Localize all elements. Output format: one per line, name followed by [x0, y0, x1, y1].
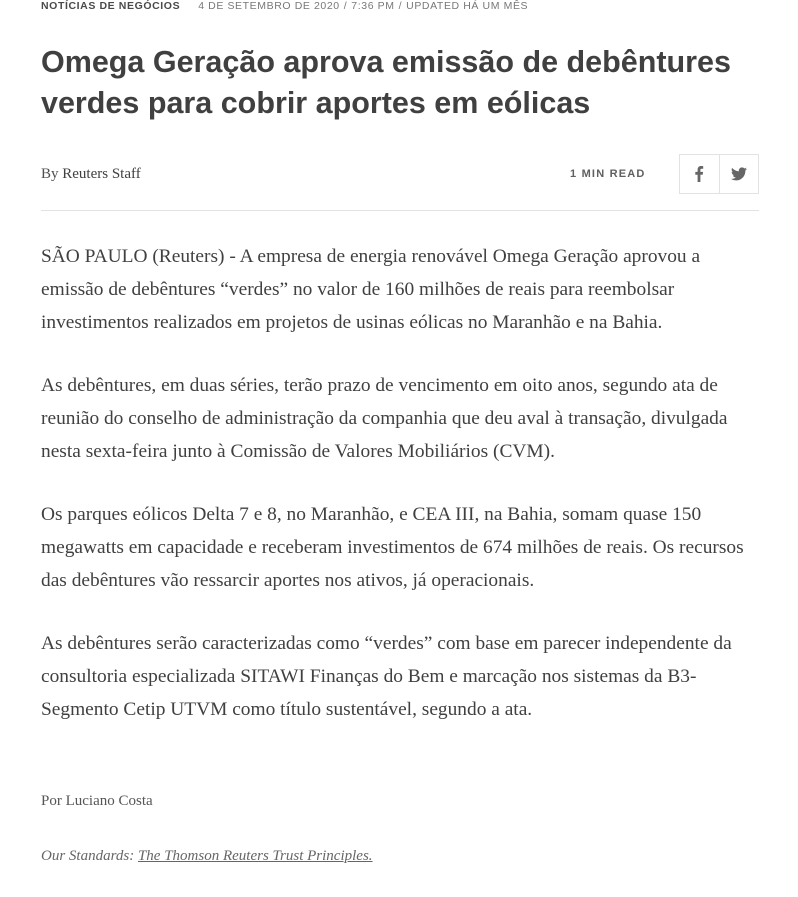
article-body: [41, 240, 761, 756]
article-paragraph: As debêntures, em duas séries, terão prazo de vencimento em oito anos, segundo ata de reunião do conselho de administração da companhia que deu aval à transação, divulgada nesta sexta-feira junto à Comissão de Valores Mobiliários (CVM).: [41, 375, 728, 462]
standards-note: [41, 848, 373, 865]
article-paragraph: SÃO PAULO (Reuters) - A empresa de energia renovável Omega Geração aprovou a emissão de debêntures “verdes” no valor de 160 milhões de reais para reembolsar investimentos realizados em projetos de usinas eólicas no Maranhão e na Bahia.: [41, 246, 701, 333]
read-time: 1 MIN READ: [570, 168, 646, 180]
article-headline: Omega Geração aprova emissão de debêntures verdes para cobrir aportes em eólicas: [41, 45, 731, 120]
updated-label: UPDATED HÁ UM MÊS: [406, 0, 529, 12]
twitter-share-button[interactable]: [719, 155, 759, 193]
standards-label: Our Standards:: [41, 848, 135, 864]
byline: [41, 166, 141, 183]
byline-row: [41, 154, 759, 211]
byline-prefix: By: [41, 166, 59, 182]
publish-date: 4 DE SETEMBRO DE 2020: [198, 0, 340, 12]
article-signoff: Por Luciano Costa: [41, 793, 153, 809]
trust-principles-link[interactable]: The Thomson Reuters Trust Principles.: [137, 848, 373, 864]
facebook-icon: [694, 166, 704, 182]
article-paragraph: As debêntures serão caracterizadas como “verdes” com base em parecer independente da consultoria especializada SITAWI Finanças do Bem e marcação nos sistemas da B3- Segmento Cetip UTVM como título sustentável, segundo a ata.: [41, 633, 732, 720]
publish-time: 7:36 PM: [351, 0, 395, 12]
article-paragraph: Os parques eólicos Delta 7 e 8, no Maranhão, e CEA III, na Bahia, somam quase 150 megawatts em capacidade e receberam investimentos de 674 milhões de reais. Os recursos das debêntures vão ressarcir aportes nos ativos, já operacionais.: [41, 504, 744, 591]
section-link[interactable]: NOTÍCIAS DE NEGÓCIOS: [41, 0, 181, 12]
facebook-share-button[interactable]: [680, 155, 719, 193]
author-link[interactable]: Reuters Staff: [62, 166, 141, 182]
share-buttons: [679, 154, 759, 194]
article-meta: NOTÍCIAS DE NEGÓCIOS 4 DE SETEMBRO DE 2020 / 7:36 PM / UPDATED HÁ UM MÊS: [41, 0, 529, 12]
twitter-icon: [731, 167, 747, 181]
